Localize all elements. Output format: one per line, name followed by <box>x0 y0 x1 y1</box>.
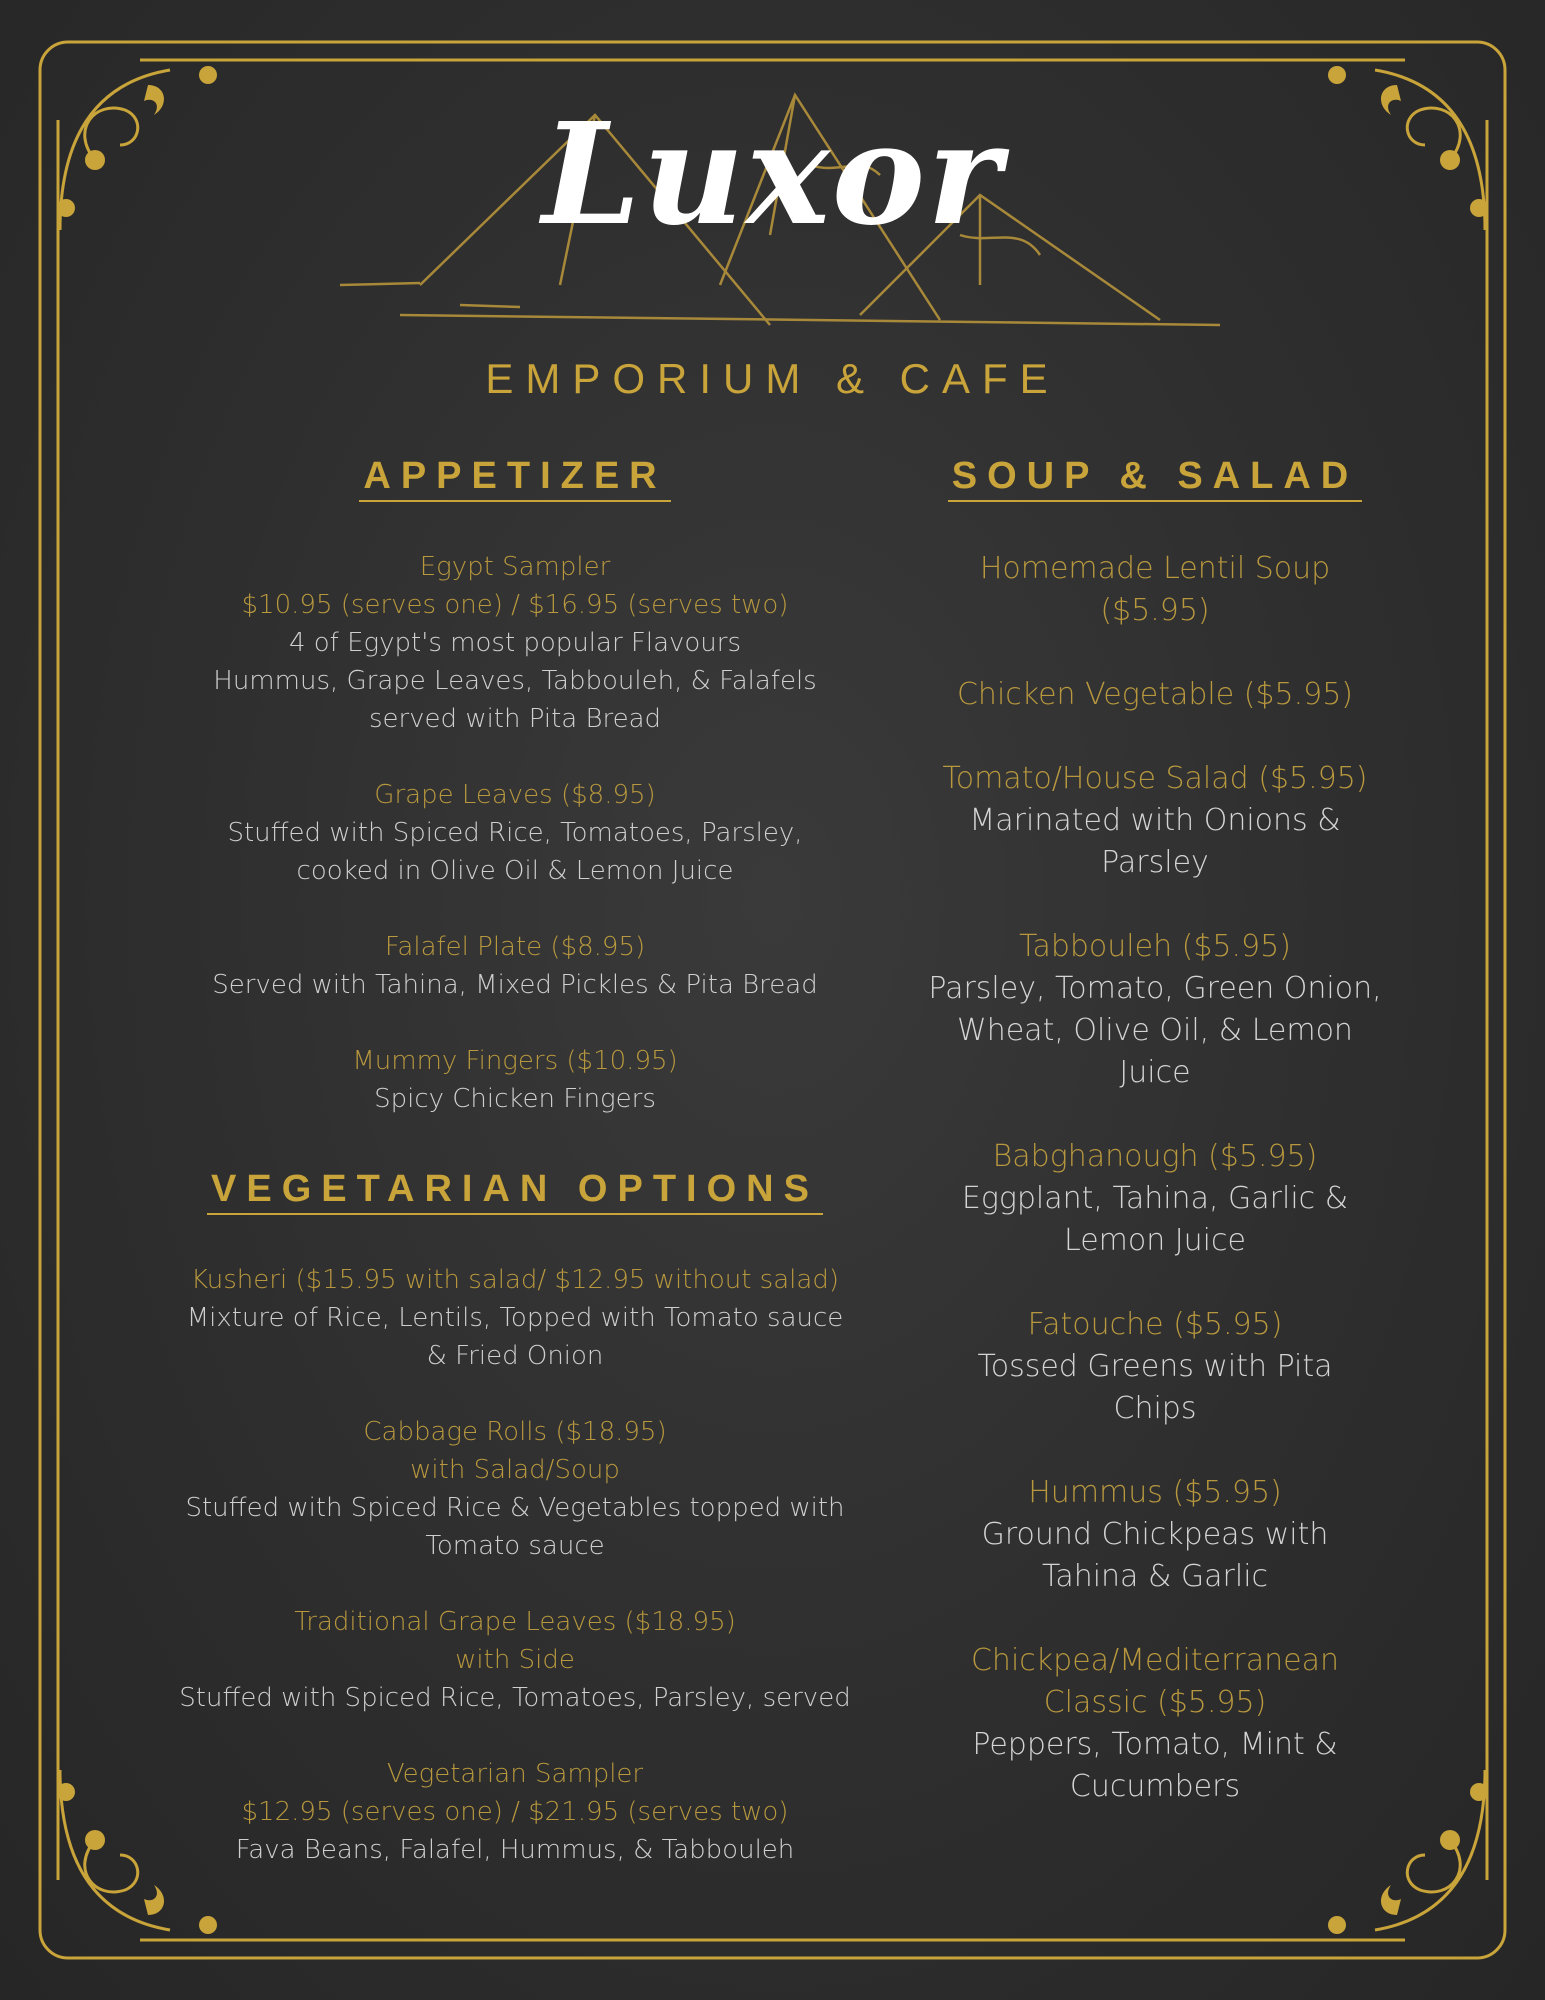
section-title-soup-salad: SOUP & SALAD <box>948 455 1362 502</box>
item-price: with Side <box>455 1645 575 1675</box>
menu-item <box>145 1755 885 1869</box>
item-desc: Spicy Chicken Fingers <box>374 1084 656 1114</box>
item-price: with Salad/Soup <box>410 1455 620 1485</box>
menu-item <box>145 1603 885 1717</box>
item-name: Fatouche ($5.95) <box>1027 1307 1283 1342</box>
menu-item <box>145 1413 885 1565</box>
item-desc: Eggplant, Tahina, Garlic & <box>961 1181 1349 1216</box>
menu-item <box>900 1640 1410 1808</box>
item-desc: Tossed Greens with Pita <box>977 1349 1333 1384</box>
menu-item <box>900 926 1410 1094</box>
menu-item <box>900 548 1410 632</box>
item-name: Tomato/House Salad ($5.95) <box>942 761 1368 796</box>
item-desc: Cucumbers <box>1069 1769 1241 1804</box>
item-desc: Tomato sauce <box>425 1531 605 1561</box>
item-name: Cabbage Rolls ($18.95) <box>363 1417 667 1447</box>
item-desc: Ground Chickpeas with <box>981 1517 1329 1552</box>
menu-item <box>900 1472 1410 1598</box>
item-desc: Chips <box>1113 1391 1197 1426</box>
menu-item <box>145 1261 885 1375</box>
menu-item <box>145 548 885 738</box>
vegetarian-section <box>145 1168 885 1869</box>
appetizer-section <box>145 455 885 1118</box>
right-column <box>900 455 1410 1808</box>
item-name: Grape Leaves ($8.95) <box>374 780 656 810</box>
item-desc: Marinated with Onions & <box>969 803 1341 838</box>
item-desc: Tahina & Garlic <box>1041 1559 1269 1594</box>
item-name: Chickpea/Mediterranean <box>970 1643 1339 1678</box>
section-title-vegetarian: VEGETARIAN OPTIONS <box>207 1168 823 1215</box>
item-desc: Stuffed with Spiced Rice, Tomatoes, Parsley, served <box>179 1683 851 1713</box>
item-name: Babghanough ($5.95) <box>992 1139 1318 1174</box>
item-price: $12.95 (serves one) / $21.95 (serves two) <box>241 1797 789 1827</box>
item-name: Traditional Grape Leaves ($18.95) <box>294 1607 736 1637</box>
item-desc: served with Pita Bread <box>368 704 662 734</box>
item-name: Falafel Plate ($8.95) <box>384 932 646 962</box>
item-desc: Stuffed with Spiced Rice, Tomatoes, Parsley, <box>227 818 803 848</box>
item-desc: 4 of Egypt's most popular Flavours <box>288 628 742 658</box>
menu-item <box>900 1136 1410 1262</box>
item-desc: Mixture of Rice, Lentils, Topped with Tomato sauce <box>186 1303 844 1333</box>
item-name: Classic ($5.95) <box>1043 1685 1267 1720</box>
item-desc: Wheat, Olive Oil, & Lemon <box>957 1013 1353 1048</box>
item-name: Chicken Vegetable ($5.95) <box>956 677 1354 712</box>
menu-item <box>900 758 1410 884</box>
item-desc: Juice <box>1119 1055 1191 1090</box>
menu-item <box>900 1304 1410 1430</box>
item-desc: & Fried Onion <box>426 1341 604 1371</box>
brand-subtitle: EMPORIUM & CAFE <box>485 355 1060 402</box>
item-name: ($5.95) <box>1100 593 1210 628</box>
menu-item <box>900 674 1410 716</box>
item-desc: Lemon Juice <box>1064 1223 1246 1258</box>
item-desc: Served with Tahina, Mixed Pickles & Pita Bread <box>212 970 818 1000</box>
item-name: Tabbouleh ($5.95) <box>1019 929 1291 964</box>
item-name: Mummy Fingers ($10.95) <box>352 1046 678 1076</box>
item-name: Vegetarian Sampler <box>386 1759 644 1789</box>
brand-logo: Luxor <box>542 93 1003 257</box>
item-name: Hummus ($5.95) <box>1028 1475 1282 1510</box>
item-name: Egypt Sampler <box>419 552 611 582</box>
item-desc: Stuffed with Spiced Rice & Vegetables topped with <box>185 1493 845 1523</box>
item-desc: Parsley, Tomato, Green Onion, <box>928 971 1382 1006</box>
menu-item <box>145 928 885 1004</box>
item-name: Kusheri ($15.95 with salad/ $12.95 without salad) <box>191 1265 839 1295</box>
item-price: $10.95 (serves one) / $16.95 (serves two) <box>241 590 789 620</box>
item-desc: cooked in Olive Oil & Lemon Juice <box>296 856 734 886</box>
menu-item <box>145 776 885 890</box>
section-title-appetizer: APPETIZER <box>359 455 670 502</box>
item-desc: Hummus, Grape Leaves, Tabbouleh, & Falafels <box>213 666 817 696</box>
item-desc: Fava Beans, Falafel, Hummus, & Tabbouleh <box>235 1835 795 1865</box>
left-column <box>145 455 885 1869</box>
item-desc: Peppers, Tomato, Mint & <box>972 1727 1338 1762</box>
menu-item <box>145 1042 885 1118</box>
item-name: Homemade Lentil Soup <box>979 551 1331 586</box>
item-desc: Parsley <box>1101 845 1209 880</box>
